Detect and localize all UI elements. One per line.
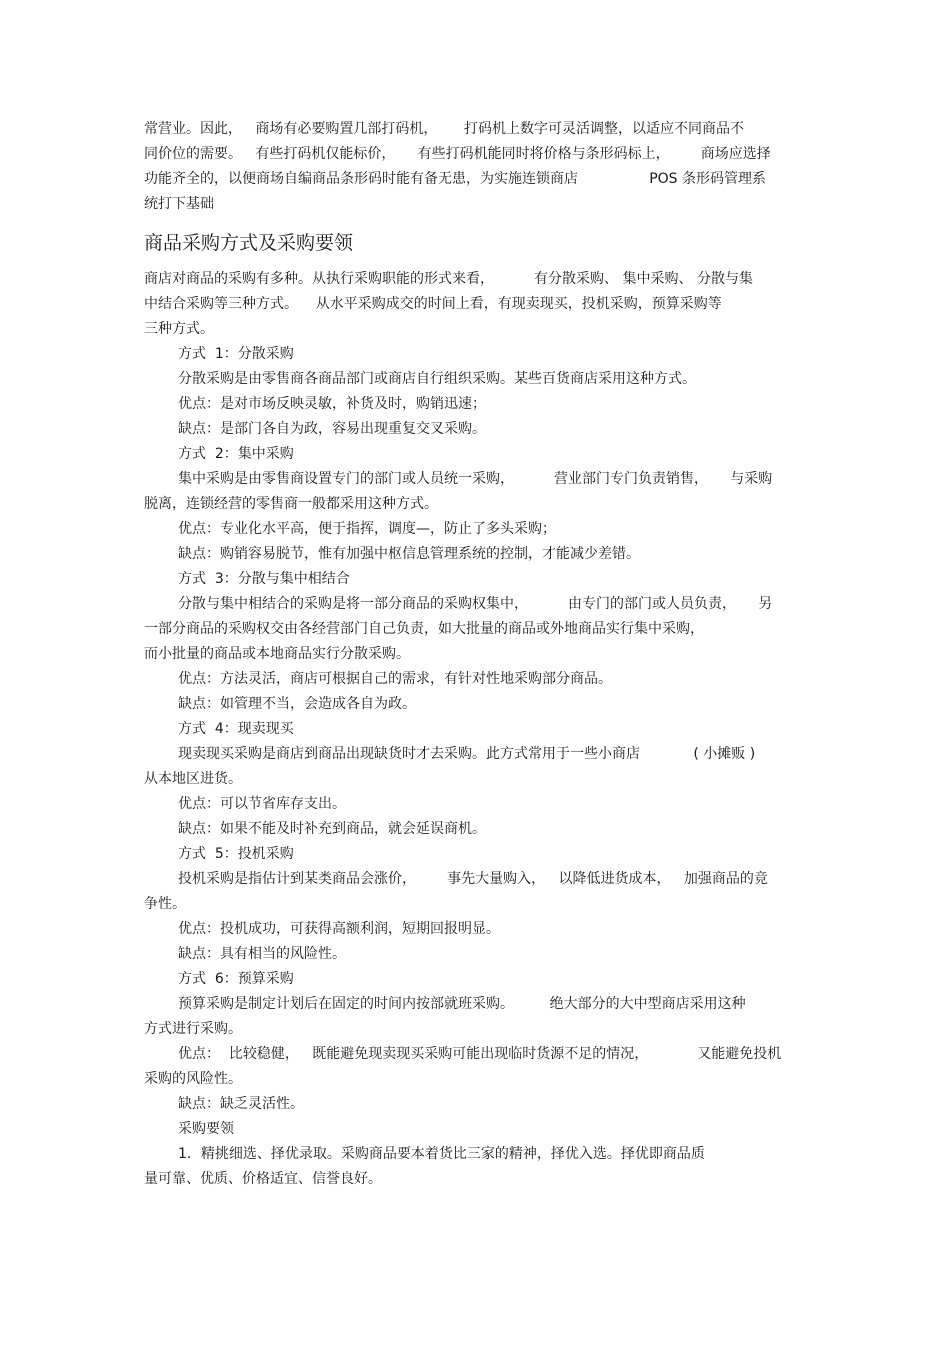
advantage-line: 优点：投机成功，可获得高额利润，短期回报明显。: [178, 921, 500, 937]
paragraph-line: 预算采购是制定计划后在固定的时间内按部就班采购。 绝大部分的大中型商店采用这种: [178, 996, 746, 1012]
paragraph-line: 分散采购是由零售商各商品部门或商店自行组织采购。某些百货商店采用这种方式。: [178, 371, 696, 387]
disadvantage-line: 缺点：缺乏灵活性。: [178, 1096, 304, 1112]
paragraph-line: 现卖现买采购是商店到商品出现缺货时才去采购。此方式常用于一些小商店 ( 小摊贩 ): [178, 746, 756, 762]
paragraph-line: 功能齐全的，以便商场自编商品条形码时能有备无患，为实施连锁商店 POS 条形码管理系: [144, 171, 766, 187]
method-title: 方式 1：分散采购: [178, 346, 294, 362]
disadvantage-line: 缺点：具有相当的风险性。: [178, 946, 346, 962]
paragraph-line: 从本地区进货。: [144, 771, 242, 787]
advantage-line: 优点：可以节省库存支出。: [178, 796, 346, 812]
section-heading: 商品采购方式及采购要领: [144, 232, 354, 254]
advantage-line: 优点：方法灵活，商店可根据自己的需求，有针对性地采购部分商品。: [178, 671, 612, 687]
paragraph-line: 同价位的需要。 有些打码机仅能标价， 有些打码机能同时将价格与条形码标上， 商场应选择: [144, 146, 771, 162]
paragraph-line: 采购的风险性。: [144, 1071, 242, 1087]
method-title: 方式 6：预算采购: [178, 971, 294, 987]
paragraph-line: 中结合采购等三种方式。 从水平采购成交的时间上看，有现卖现买，投机采购，预算采购等: [144, 296, 722, 312]
paragraph-line: 统打下基础: [144, 196, 214, 212]
paragraph-line: 争性。: [144, 896, 186, 912]
disadvantage-line: 缺点：如管理不当，会造成各自为政。: [178, 696, 416, 712]
method-title: 方式 2：集中采购: [178, 446, 294, 462]
subsection-title: 采购要领: [178, 1121, 234, 1137]
advantage-line: 优点：是对市场反映灵敏，补货及时，购销迅速；: [178, 396, 486, 412]
method-title: 方式 3：分散与集中相结合: [178, 571, 350, 587]
paragraph-line: 1．精挑细选、择优录取。采购商品要本着货比三家的精神，择优入选。择优即商品质: [178, 1146, 705, 1162]
advantage-line: 优点： 比较稳健， 既能避免现卖现买采购可能出现临时货源不足的情况， 又能避免投机: [178, 1046, 782, 1062]
disadvantage-line: 缺点：是部门各自为政，容易出现重复交叉采购。: [178, 421, 486, 437]
paragraph-line: 量可靠、优质、价格适宜、信誉良好。: [144, 1171, 382, 1187]
disadvantage-line: 缺点：购销容易脱节，惟有加强中枢信息管理系统的控制，才能减少差错。: [178, 546, 640, 562]
paragraph-line: 投机采购是指估计到某类商品会涨价， 事先大量购入， 以降低进货成本， 加强商品的竞: [178, 871, 768, 887]
paragraph-line: 集中采购是由零售商设置专门的部门或人员统一采购， 营业部门专门负责销售， 与采购: [178, 471, 773, 487]
paragraph-line: 分散与集中相结合的采购是将一部分商品的采购权集中， 由专门的部门或人员负责， 另: [178, 596, 773, 612]
paragraph-line: 商店对商品的采购有多种。从执行采购职能的形式来看， 有分散采购、 集中采购、 分散与集: [144, 271, 753, 287]
method-title: 方式 4：现卖现买: [178, 721, 294, 737]
paragraph-line: 方式进行采购。: [144, 1021, 242, 1037]
paragraph-line: 脱离，连锁经营的零售商一般都采用这种方式。: [144, 496, 438, 512]
paragraph-line: 一部分商品的采购权交由各经营部门自己负责，如大批量的商品或外地商品实行集中采购，: [144, 621, 704, 637]
paragraph-line: 而小批量的商品或本地商品实行分散采购。: [144, 646, 410, 662]
disadvantage-line: 缺点：如果不能及时补充到商品，就会延误商机。: [178, 821, 486, 837]
advantage-line: 优点：专业化水平高，便于指挥，调度—，防止了多头采购；: [178, 521, 556, 537]
method-title: 方式 5：投机采购: [178, 846, 294, 862]
paragraph-line: 常营业。因此， 商场有必要购置几部打码机， 打码机上数字可灵活调整，以适应不同商品不: [144, 121, 745, 137]
paragraph-line: 三种方式。: [144, 321, 214, 337]
